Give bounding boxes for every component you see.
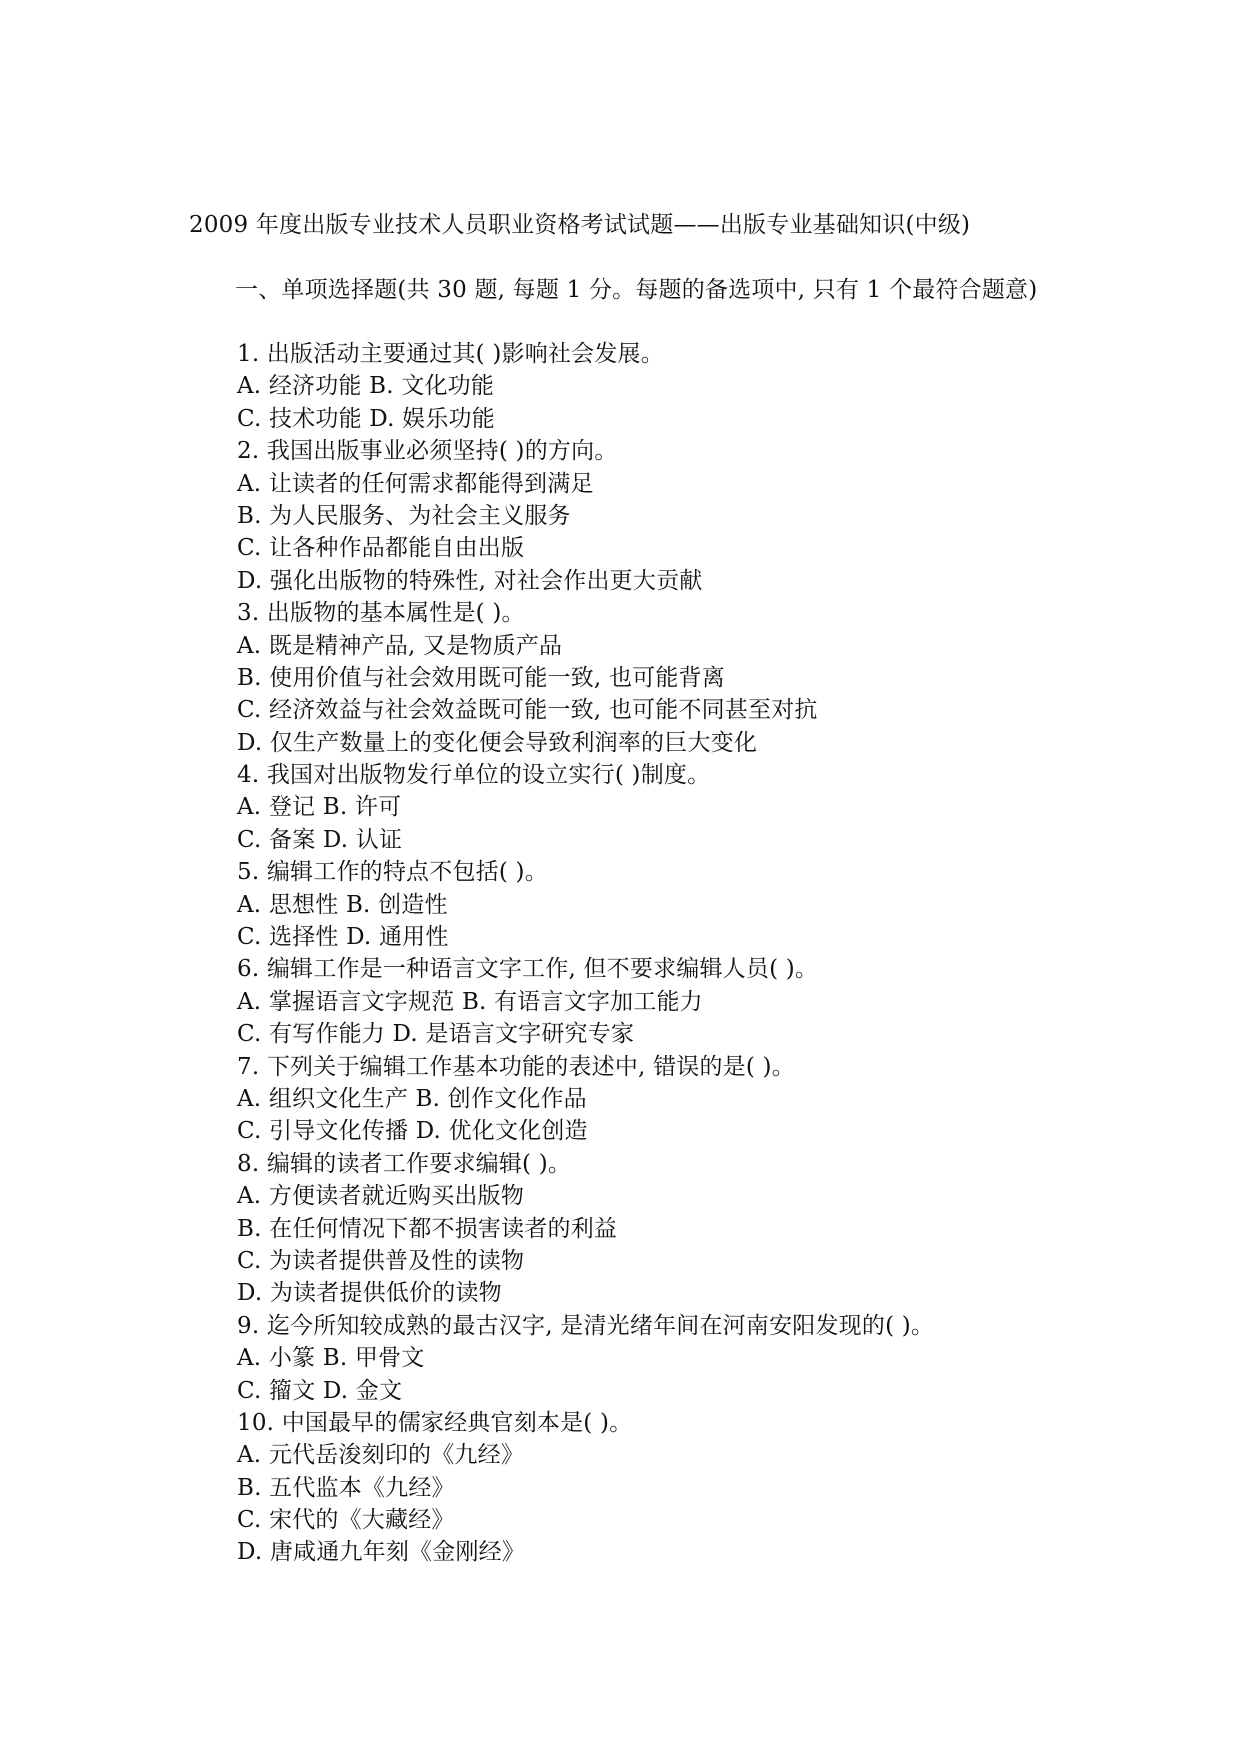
question-line: B. 使用价值与社会效用既可能一致, 也可能背离	[237, 664, 725, 691]
question-line: C. 选择性 D. 通用性	[237, 924, 449, 951]
question-line: 5. 编辑工作的特点不包括( )。	[237, 859, 548, 886]
question-line: C. 引导文化传播 D. 优化文化创造	[237, 1118, 588, 1145]
question-line: C. 让各种作品都能自由出版	[237, 535, 525, 562]
question-line: B. 为人民服务、为社会主义服务	[237, 502, 571, 529]
question-line: C. 籀文 D. 金文	[237, 1377, 403, 1404]
question-line: 6. 编辑工作是一种语言文字工作, 但不要求编辑人员( )。	[237, 956, 819, 983]
question-line: A. 小篆 B. 甲骨文	[237, 1345, 425, 1372]
question-line: A. 组织文化生产 B. 创作文化作品	[237, 1085, 587, 1112]
question-line: C. 备案 D. 认证	[237, 826, 403, 853]
question-line: 2. 我国出版事业必须坚持( )的方向。	[237, 438, 618, 465]
question-line: 9. 迄今所知较成熟的最古汉字, 是清光绪年间在河南安阳发现的( )。	[237, 1312, 935, 1339]
question-line: D. 仅生产数量上的变化便会导致利润率的巨大变化	[237, 729, 758, 756]
question-line: C. 有写作能力 D. 是语言文字研究专家	[237, 1021, 635, 1048]
question-line: B. 五代监本《九经》	[237, 1474, 455, 1501]
question-line: 3. 出版物的基本属性是( )。	[237, 600, 525, 627]
question-line: C. 经济效益与社会效益既可能一致, 也可能不同甚至对抗	[237, 697, 818, 724]
question-line: A. 登记 B. 许可	[237, 794, 402, 821]
question-line: 8. 编辑的读者工作要求编辑( )。	[237, 1150, 572, 1177]
question-line: A. 掌握语言文字规范 B. 有语言文字加工能力	[237, 988, 703, 1015]
section-heading: 一、单项选择题(共 30 题, 每题 1 分。每题的备选项中, 只有 1 个最符合题意)	[235, 277, 1038, 303]
question-line: 10. 中国最早的儒家经典官刻本是( )。	[237, 1409, 633, 1436]
question-line: C. 技术功能 D. 娱乐功能	[237, 405, 495, 432]
page-title: 2009 年度出版专业技术人员职业资格考试试题——出版专业基础知识(中级)	[189, 212, 971, 238]
question-line: A. 让读者的任何需求都能得到满足	[237, 470, 594, 497]
question-line: 4. 我国对出版物发行单位的设立实行( )制度。	[237, 762, 711, 789]
question-line: 1. 出版活动主要通过其( )影响社会发展。	[237, 341, 664, 367]
question-line: A. 思想性 B. 创造性	[237, 891, 448, 918]
question-line: A. 经济功能 B. 文化功能	[237, 373, 495, 400]
question-line: C. 宋代的《大藏经》	[237, 1507, 455, 1534]
question-line: A. 元代岳浚刻印的《九经》	[237, 1442, 525, 1469]
question-line: B. 在任何情况下都不损害读者的利益	[237, 1215, 618, 1242]
question-line: D. 唐咸通九年刻《金刚经》	[237, 1539, 526, 1566]
question-list	[237, 338, 1197, 1569]
question-line: D. 强化出版物的特殊性, 对社会作出更大贡献	[237, 567, 703, 594]
question-line: A. 方便读者就近购买出版物	[237, 1183, 525, 1210]
question-line: 7. 下列关于编辑工作基本功能的表述中, 错误的是( )。	[237, 1053, 795, 1080]
question-line: A. 既是精神产品, 又是物质产品	[237, 632, 563, 659]
question-line: C. 为读者提供普及性的读物	[237, 1247, 525, 1274]
question-line: D. 为读者提供低价的读物	[237, 1280, 502, 1307]
